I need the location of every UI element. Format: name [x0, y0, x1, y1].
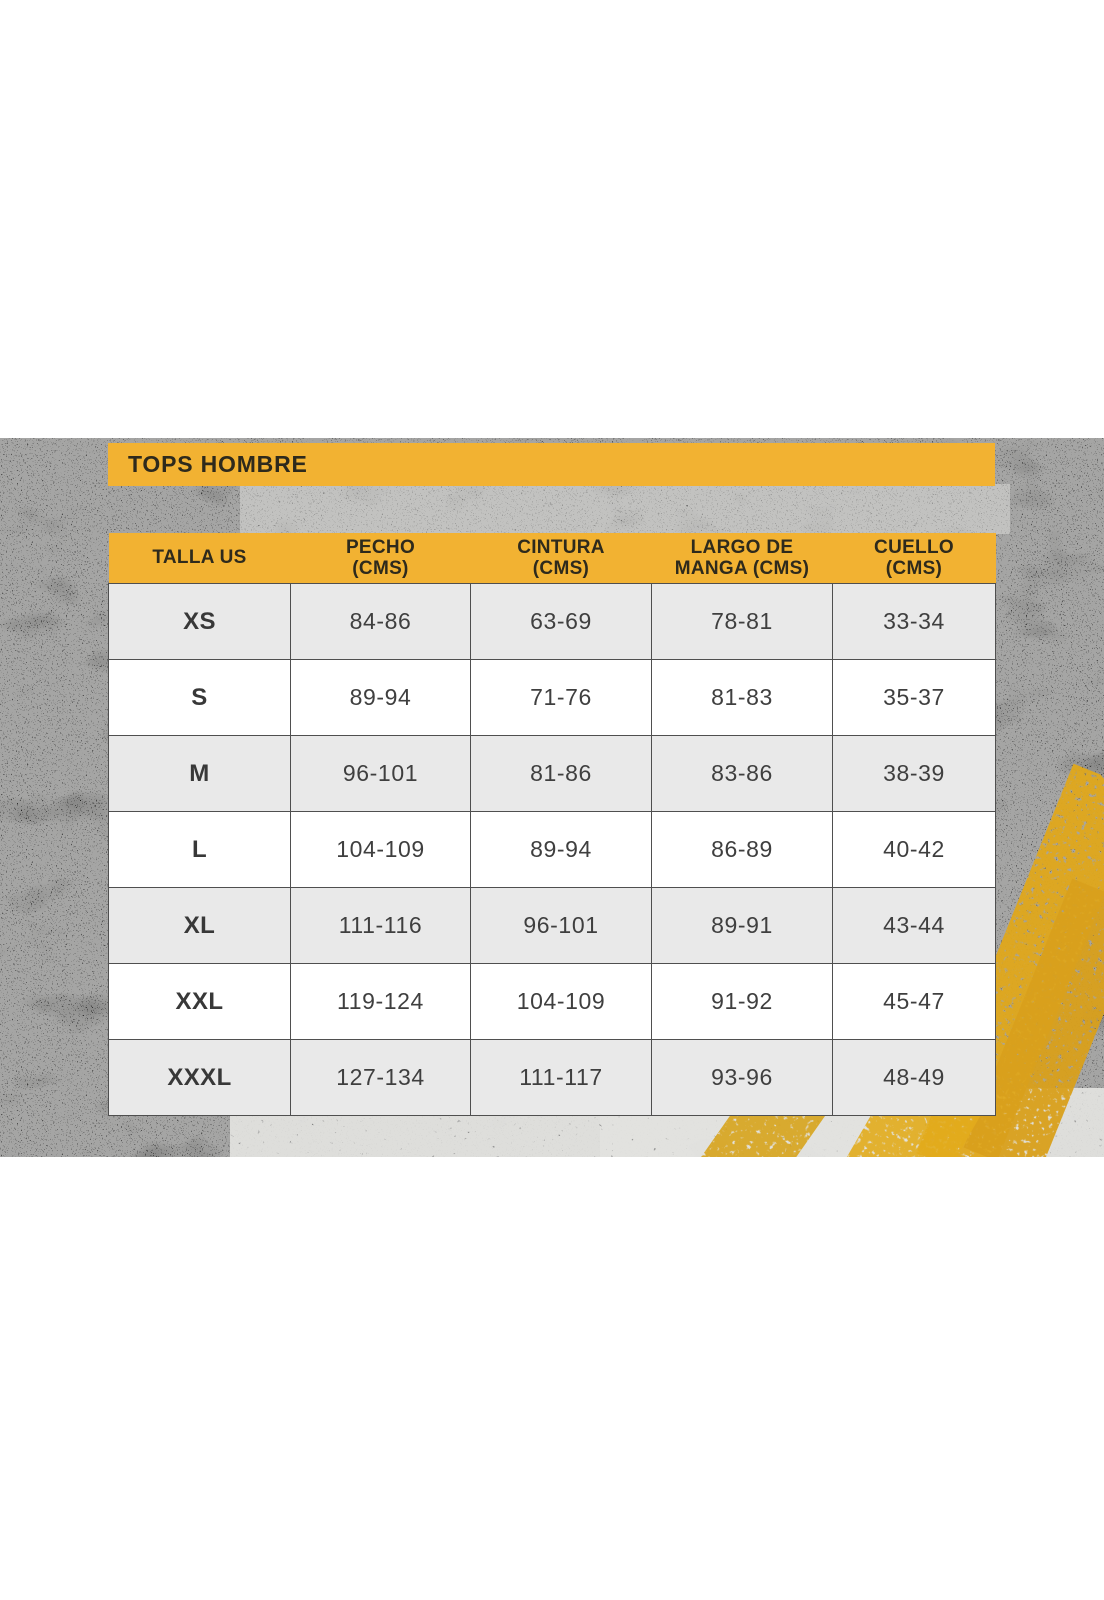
cuello-cell: 43-44 [833, 888, 996, 964]
table-row-xxxl [109, 1040, 996, 1116]
cintura-cell: 111-117 [471, 1040, 652, 1116]
cintura-cell: 71-76 [471, 660, 652, 736]
manga-cell: 91-92 [652, 964, 833, 1040]
cintura-cell: 104-109 [471, 964, 652, 1040]
manga-cell: 89-91 [652, 888, 833, 964]
pecho-cell: 111-116 [291, 888, 471, 964]
asphalt-band [0, 438, 1104, 1157]
manga-cell: 93-96 [652, 1040, 833, 1116]
cuello-cell: 35-37 [833, 660, 996, 736]
size-cell: S [109, 660, 291, 736]
table-row-l [109, 812, 996, 888]
column-header-cuello: CUELLO (CMS) [833, 533, 996, 584]
table-row-xs [109, 584, 996, 660]
manga-cell: 78-81 [652, 584, 833, 660]
size-cell: XXL [109, 964, 291, 1040]
table-row-xl [109, 888, 996, 964]
asphalt-gravel-top-strip [240, 484, 1010, 534]
pecho-cell: 119-124 [291, 964, 471, 1040]
size-cell: XXXL [109, 1040, 291, 1116]
table-row-m [109, 736, 996, 812]
size-chart-table [108, 533, 996, 1116]
manga-cell: 86-89 [652, 812, 833, 888]
size-cell: XL [109, 888, 291, 964]
cintura-cell: 96-101 [471, 888, 652, 964]
column-header-pecho: PECHO (CMS) [291, 533, 471, 584]
size-cell: XS [109, 584, 291, 660]
manga-cell: 83-86 [652, 736, 833, 812]
cuello-cell: 48-49 [833, 1040, 996, 1116]
pecho-cell: 84-86 [291, 584, 471, 660]
column-header-size: TALLA US [109, 533, 291, 584]
pecho-cell: 96-101 [291, 736, 471, 812]
pecho-cell: 127-134 [291, 1040, 471, 1116]
cintura-cell: 89-94 [471, 812, 652, 888]
cintura-cell: 81-86 [471, 736, 652, 812]
size-cell: M [109, 736, 291, 812]
size-chart-body [109, 584, 996, 1116]
column-header-manga: LARGO DE MANGA (CMS) [652, 533, 833, 584]
cuello-cell: 40-42 [833, 812, 996, 888]
table-row-xxl [109, 964, 996, 1040]
table-row-s [109, 660, 996, 736]
cuello-cell: 38-39 [833, 736, 996, 812]
size-chart-head-row [109, 533, 996, 584]
pecho-cell: 104-109 [291, 812, 471, 888]
size-cell: L [109, 812, 291, 888]
title-banner [108, 443, 995, 486]
page-title: TOPS HOMBRE [128, 451, 308, 477]
cintura-cell: 63-69 [471, 584, 652, 660]
pecho-cell: 89-94 [291, 660, 471, 736]
cuello-cell: 33-34 [833, 584, 996, 660]
cuello-cell: 45-47 [833, 964, 996, 1040]
manga-cell: 81-83 [652, 660, 833, 736]
column-header-cintura: CINTURA (CMS) [471, 533, 652, 584]
size-chart-head [109, 533, 996, 584]
